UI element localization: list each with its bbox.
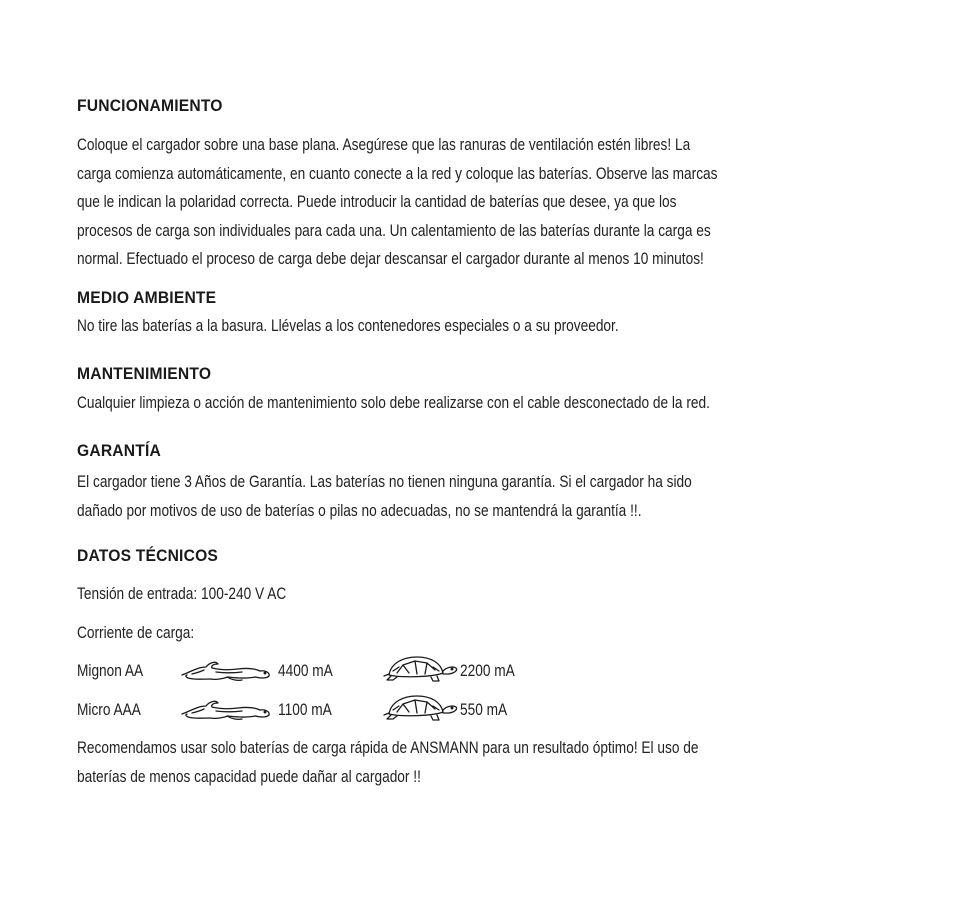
section-mantenimiento: [77, 362, 954, 412]
section-body: [77, 580, 954, 609]
section-body: [77, 468, 954, 525]
section-medio-ambiente: [77, 286, 954, 335]
turtle-icon: [383, 653, 459, 690]
hare-icon: [180, 697, 272, 726]
section-body: [77, 312, 954, 341]
body-line: No tire las baterías a la basura. Llévelas a los contenedores especiales o a su proveedor.: [77, 316, 619, 335]
body-line: que le indican la polaridad correcta. Puede introducir la cantidad de baterías que desee, ya que los: [77, 192, 677, 211]
section-datos-tecnicos: [77, 544, 954, 786]
body-line: Recomendamos usar solo baterías de carga rápida de ANSMANN para un resultado óptimo! El uso de: [77, 738, 699, 757]
section-heading: MEDIO AMBIENTE: [77, 288, 217, 307]
body-line: baterías de menos capacidad puede dañar al cargador !!: [77, 766, 421, 786]
fast-charge-current: 4400 mA: [278, 661, 333, 680]
section-body: [77, 131, 954, 274]
section-heading: FUNCIONAMIENTO: [77, 96, 223, 115]
body-line: carga comienza automáticamente, en cuanto conecte a la red y coloque las baterías. Observe las marcas: [77, 163, 718, 183]
slow-charge-current: 2200 mA: [460, 661, 515, 680]
charge-current-label: Corriente de carga:: [77, 623, 195, 642]
section-body: [77, 619, 954, 648]
section-heading: GARANTÍA: [77, 441, 162, 460]
input-voltage: Tensión de entrada: 100-240 V AC: [77, 584, 287, 603]
body-line: El cargador tiene 3 Años de Garantía. Las baterías no tienen ninguna garantía. Si el cargador ha sido: [77, 472, 692, 491]
body-line: Coloque el cargador sobre una base plana. Asegúrese que las ranuras de ventilación estén libres! La: [77, 135, 691, 154]
section-garantia: [77, 439, 954, 520]
turtle-icon: [383, 692, 459, 729]
body-line: Cualquier limpieza o acción de mantenimiento solo debe realizarse con el cable desconectado de la red.: [77, 393, 710, 412]
section-heading: MANTENIMIENTO: [77, 364, 212, 383]
hare-icon: [180, 658, 272, 687]
slow-charge-current: 550 mA: [460, 700, 508, 719]
section-funcionamiento: [77, 94, 954, 268]
section-body: [77, 389, 954, 418]
section-heading: DATOS TÉCNICOS: [77, 546, 219, 565]
battery-type: Mignon AA: [77, 661, 144, 680]
recommendation: [77, 734, 954, 791]
battery-type: Micro AAA: [77, 700, 141, 719]
body-line: normal. Efectuado el proceso de carga debe dejar descansar el cargador durante al menos 10 minutos!: [77, 249, 704, 268]
fast-charge-current: 1100 mA: [278, 700, 332, 719]
body-line: procesos de carga son individuales para cada una. Un calentamiento de las baterías durante la carga es: [77, 220, 711, 240]
body-line: dañado por motivos de uso de baterías o pilas no adecuadas, no se mantendrá la garantía !!.: [77, 500, 642, 520]
